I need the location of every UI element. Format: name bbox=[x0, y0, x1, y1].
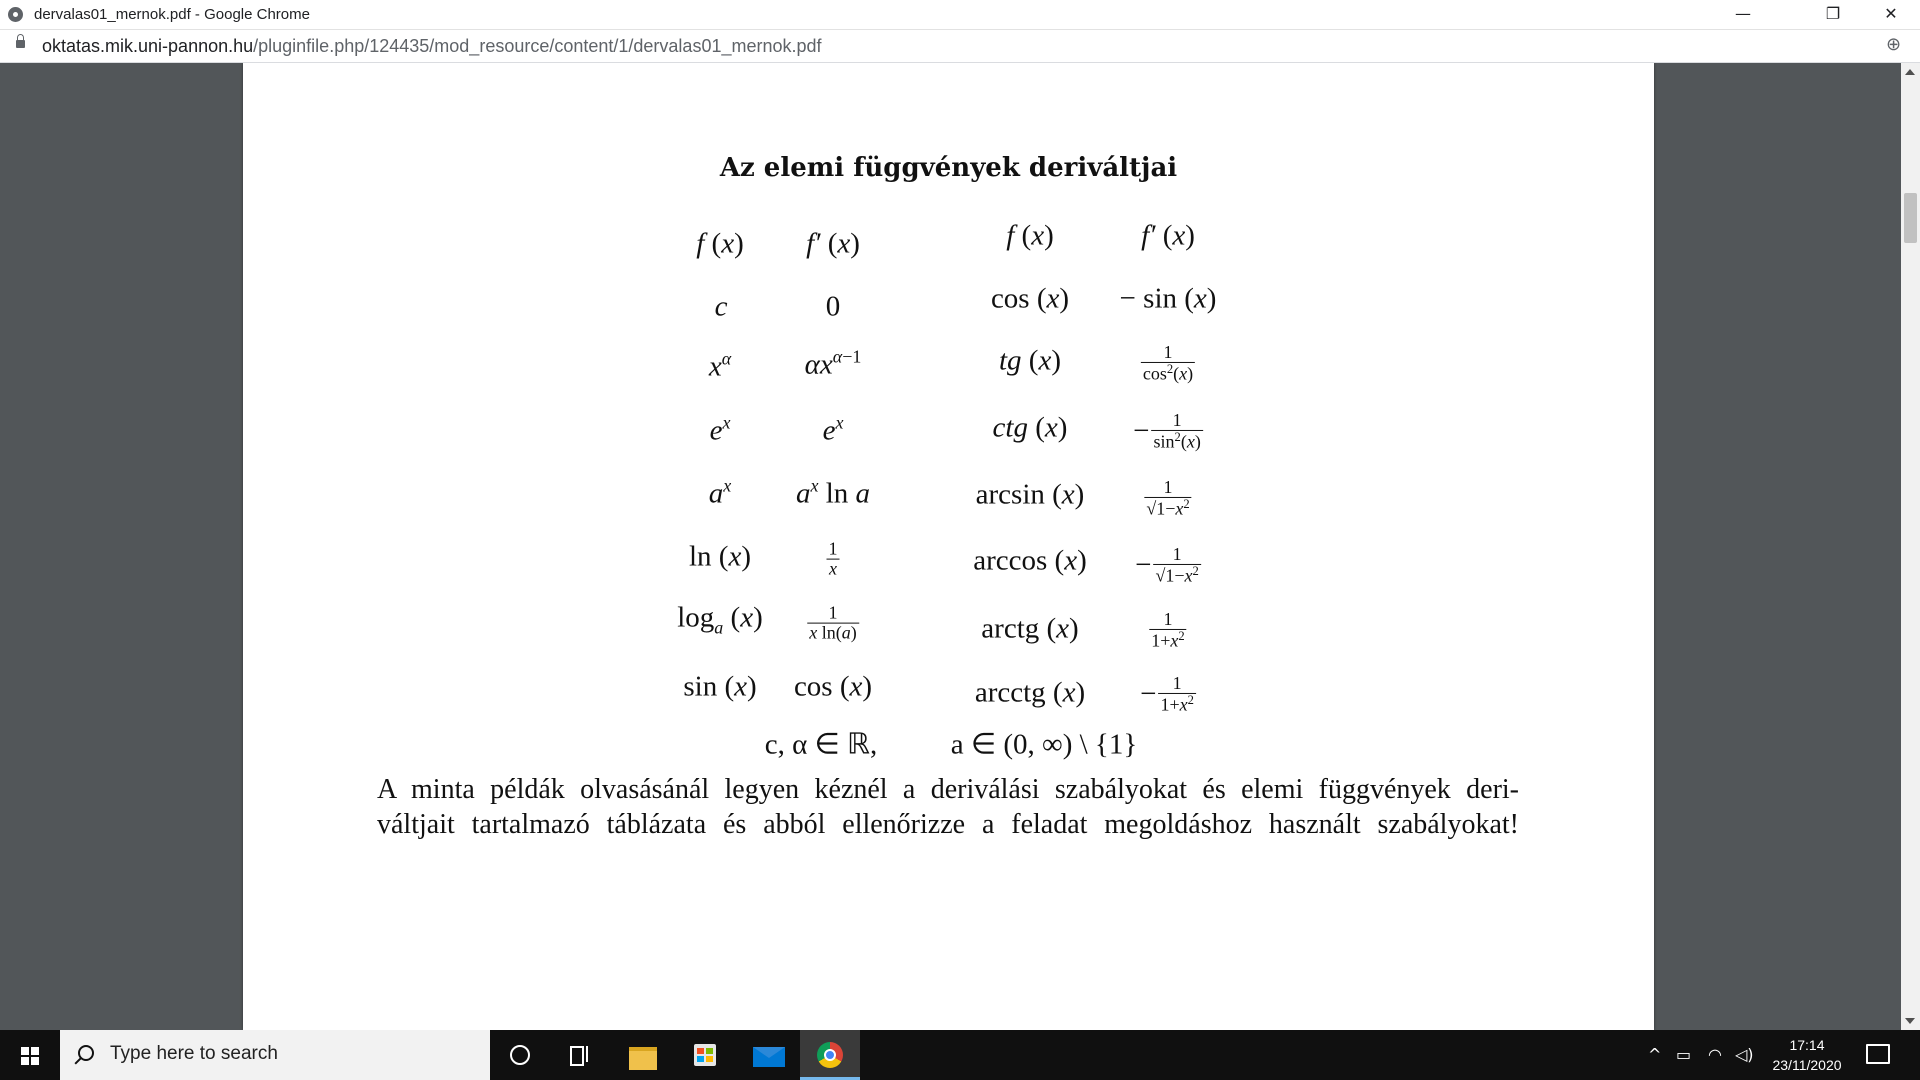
table-cell-log-derivative: $\frac{1}{\text{x ln(a)}}$ bbox=[809, 602, 857, 643]
header-f-right: f (x) bbox=[1006, 219, 1054, 252]
chrome-taskbar-icon[interactable] bbox=[800, 1030, 860, 1080]
windows-taskbar bbox=[0, 1030, 1920, 1080]
clock-time: 17:14 bbox=[1789, 1037, 1825, 1053]
condition-left: c, α ∈ ℝ, bbox=[764, 728, 878, 761]
scroll-up-icon[interactable] bbox=[1905, 69, 1915, 75]
table-cell-arctg: arctg (x) bbox=[981, 612, 1079, 645]
table-cell-arcctg: arcctg (x) bbox=[974, 676, 1086, 709]
vertical-scrollbar[interactable] bbox=[1901, 63, 1920, 1030]
network-icon[interactable]: ◠ bbox=[1708, 1045, 1722, 1064]
table-cell-a-x: $a^x$ bbox=[708, 475, 732, 510]
pdf-page bbox=[243, 63, 1654, 1030]
battery-icon[interactable]: ▭ bbox=[1676, 1045, 1692, 1064]
scrollbar-thumb[interactable] bbox=[1904, 193, 1917, 243]
chrome-app-icon bbox=[8, 7, 23, 22]
zoom-icon[interactable]: ⊕ bbox=[1886, 34, 1902, 55]
table-cell-exp: $e^x$ bbox=[709, 412, 731, 447]
note-line-1: A minta példák olvasásánál legyen kéznél a deriválási szabályokat és elemi függvények deri- bbox=[377, 774, 1519, 805]
table-cell-c: c bbox=[714, 290, 728, 323]
minimize-button[interactable]: — bbox=[1735, 4, 1751, 23]
table-cell-cos-derivative: cos (x) bbox=[793, 670, 873, 703]
search-icon bbox=[78, 1045, 94, 1061]
table-cell-x-alpha: $x^\alpha$ bbox=[708, 348, 732, 383]
action-center-icon[interactable] bbox=[1866, 1044, 1890, 1064]
table-cell-ctg: ctg (x) bbox=[992, 411, 1068, 444]
table-cell-exp-derivative: $e^x$ bbox=[822, 412, 844, 447]
table-cell-sin: sin (x) bbox=[683, 670, 757, 703]
table-cell-ctg-derivative: − $\frac{1}{\sin^2(x)}$ bbox=[1133, 409, 1201, 452]
microsoft-store-icon[interactable] bbox=[676, 1030, 734, 1080]
condition-right: a ∈ (0, ∞) \ {1} bbox=[950, 728, 1138, 761]
table-cell-arccos-derivative: − $\frac{1}{√1-x^2}$ bbox=[1135, 543, 1199, 586]
table-cell-alpha-x: $\alpha x^{\alpha-1}$ bbox=[804, 346, 862, 381]
task-view-icon[interactable] bbox=[550, 1030, 608, 1080]
file-explorer-icon[interactable] bbox=[614, 1030, 672, 1080]
start-button[interactable] bbox=[0, 1030, 58, 1080]
table-cell-a-x-ln: $a^x$ ln a bbox=[795, 475, 871, 510]
table-cell-arcsin-derivative: $\frac{1}{√1-x^2}$ bbox=[1146, 476, 1190, 519]
window-title: dervalas01_mernok.pdf - Google Chrome bbox=[34, 6, 310, 23]
taskbar-search-box[interactable] bbox=[60, 1030, 490, 1080]
windows-logo-icon bbox=[21, 1047, 39, 1065]
header-fprime-right: f′ (x) bbox=[1141, 219, 1195, 252]
window-title-bar bbox=[0, 0, 1920, 30]
address-bar[interactable] bbox=[0, 30, 1920, 63]
table-cell-log-a: $\log_a (x)$ bbox=[677, 601, 763, 638]
cortana-icon[interactable] bbox=[490, 1030, 548, 1080]
mail-icon[interactable] bbox=[740, 1030, 798, 1080]
url-path: /pluginfile.php/124435/mod_resource/content/1/dervalas01_mernok.pdf bbox=[253, 36, 822, 56]
close-button[interactable]: ✕ bbox=[1884, 4, 1898, 23]
table-cell-one-over-x: $\frac{1}{x}$ bbox=[828, 538, 838, 579]
table-cell-tg: tg (x) bbox=[998, 344, 1062, 377]
table-cell-tg-derivative: $\frac{1}{\cos^2(x)}$ bbox=[1142, 341, 1194, 384]
table-cell-arctg-derivative: $\frac{1}{1+x^2}$ bbox=[1151, 608, 1185, 651]
search-placeholder: Type here to search bbox=[110, 1043, 278, 1064]
note-line-2: váltjait tartalmazó táblázata és abból ellenőrizze a feladat megoldáshoz használt szabályokat! bbox=[377, 809, 1519, 840]
url-field[interactable] bbox=[42, 36, 822, 57]
header-f-left: f (x) bbox=[696, 227, 744, 260]
document-title: Az elemi függvények deriváltjai bbox=[719, 153, 1178, 183]
maximize-button[interactable]: ❐ bbox=[1825, 4, 1841, 23]
clock-date: 23/11/2020 bbox=[1772, 1057, 1842, 1073]
table-cell-neg-sin: − sin (x) bbox=[1119, 282, 1217, 315]
taskbar-clock[interactable] bbox=[1762, 1035, 1852, 1075]
table-cell-arcsin: arcsin (x) bbox=[975, 478, 1085, 511]
volume-icon[interactable]: ◁) bbox=[1735, 1045, 1754, 1064]
table-cell-cos: cos (x) bbox=[990, 282, 1070, 315]
table-cell-arccos: arccos (x) bbox=[973, 544, 1087, 577]
table-cell-arcctg-derivative: − $\frac{1}{1+x^2}$ bbox=[1140, 672, 1194, 715]
table-cell-ln: ln (x) bbox=[688, 540, 752, 573]
scroll-down-icon[interactable] bbox=[1905, 1018, 1915, 1024]
url-host: oktatas.mik.uni-pannon.hu bbox=[42, 36, 254, 56]
lock-icon[interactable] bbox=[16, 40, 25, 48]
show-hidden-icons-chevron-icon[interactable]: ^ bbox=[1648, 1045, 1662, 1064]
header-fprime-left: f′ (x) bbox=[806, 227, 860, 260]
pdf-viewer[interactable] bbox=[0, 63, 1901, 1030]
table-cell-zero: 0 bbox=[825, 290, 841, 323]
